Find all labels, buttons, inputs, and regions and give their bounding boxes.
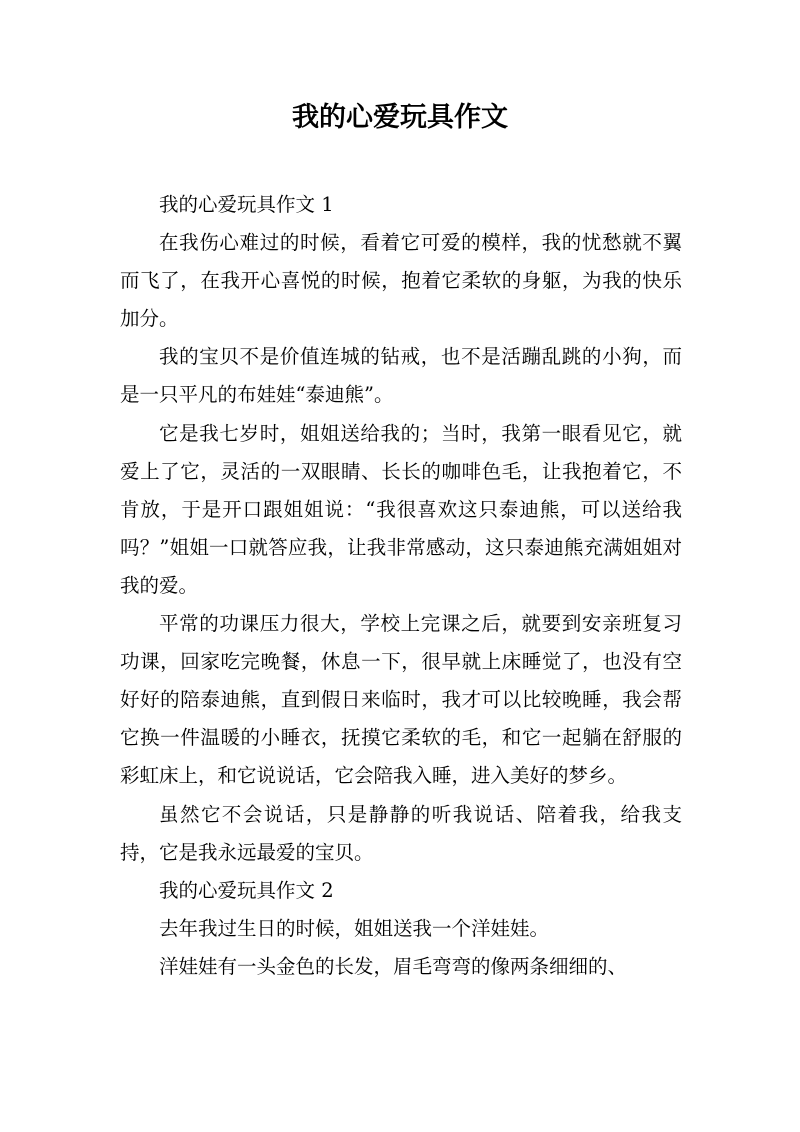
section-heading-1: 我的心爱玩具作文 1: [159, 193, 334, 216]
paragraph: 洋娃娃有一头金色的长发，眉毛弯弯的像两条细细的、: [159, 954, 628, 978]
paragraph: 它是我七岁时，姐姐送给我的；当时，我第一眼看见它，就爱上了它，灵活的一双眼睛、长长的咖啡色毛，让我抱着它，不肯放，于是开口跟姐姐说：“我很喜欢这只泰迪熊，可以送给我吗？”姐姐一口就答应我，让我非常感动，这只泰迪熊充满姐姐对我的爱。: [120, 421, 682, 597]
paragraph: 在我伤心难过的时候，看着它可爱的模样，我的忧愁就不翼而飞了，在我开心喜悦的时候，抱着它柔软的身躯，为我的快乐加分。: [120, 231, 682, 331]
paragraph: 平常的功课压力很大，学校上完课之后，就要到安亲班复习功课，回家吃完晚餐，休息一下，很早就上床睡觉了，也没有空好好的陪泰迪熊，直到假日来临时，我才可以比较晚睡，我会帮它换一件温暖的小睡衣，抚摸它柔软的毛，和它一起躺在舒服的彩虹床上，和它说说话，它会陪我入睡，进入美好的梦乡。: [120, 612, 682, 788]
paragraph: 我的宝贝不是价值连城的钻戒，也不是活蹦乱跳的小狗，而是一只平凡的布娃娃“泰迪熊”。: [120, 345, 682, 407]
document-body: [120, 186, 682, 986]
document-title: 我的心爱玩具作文: [292, 102, 508, 133]
paragraph: 去年我过生日的时候，姐姐送我一个洋娃娃。: [159, 916, 550, 940]
section-heading-2: 我的心爱玩具作文 2: [159, 878, 334, 902]
paragraph: 虽然它不会说话，只是静静的听我说话、陪着我，给我支持，它是我永远最爱的宝贝。: [120, 802, 682, 864]
